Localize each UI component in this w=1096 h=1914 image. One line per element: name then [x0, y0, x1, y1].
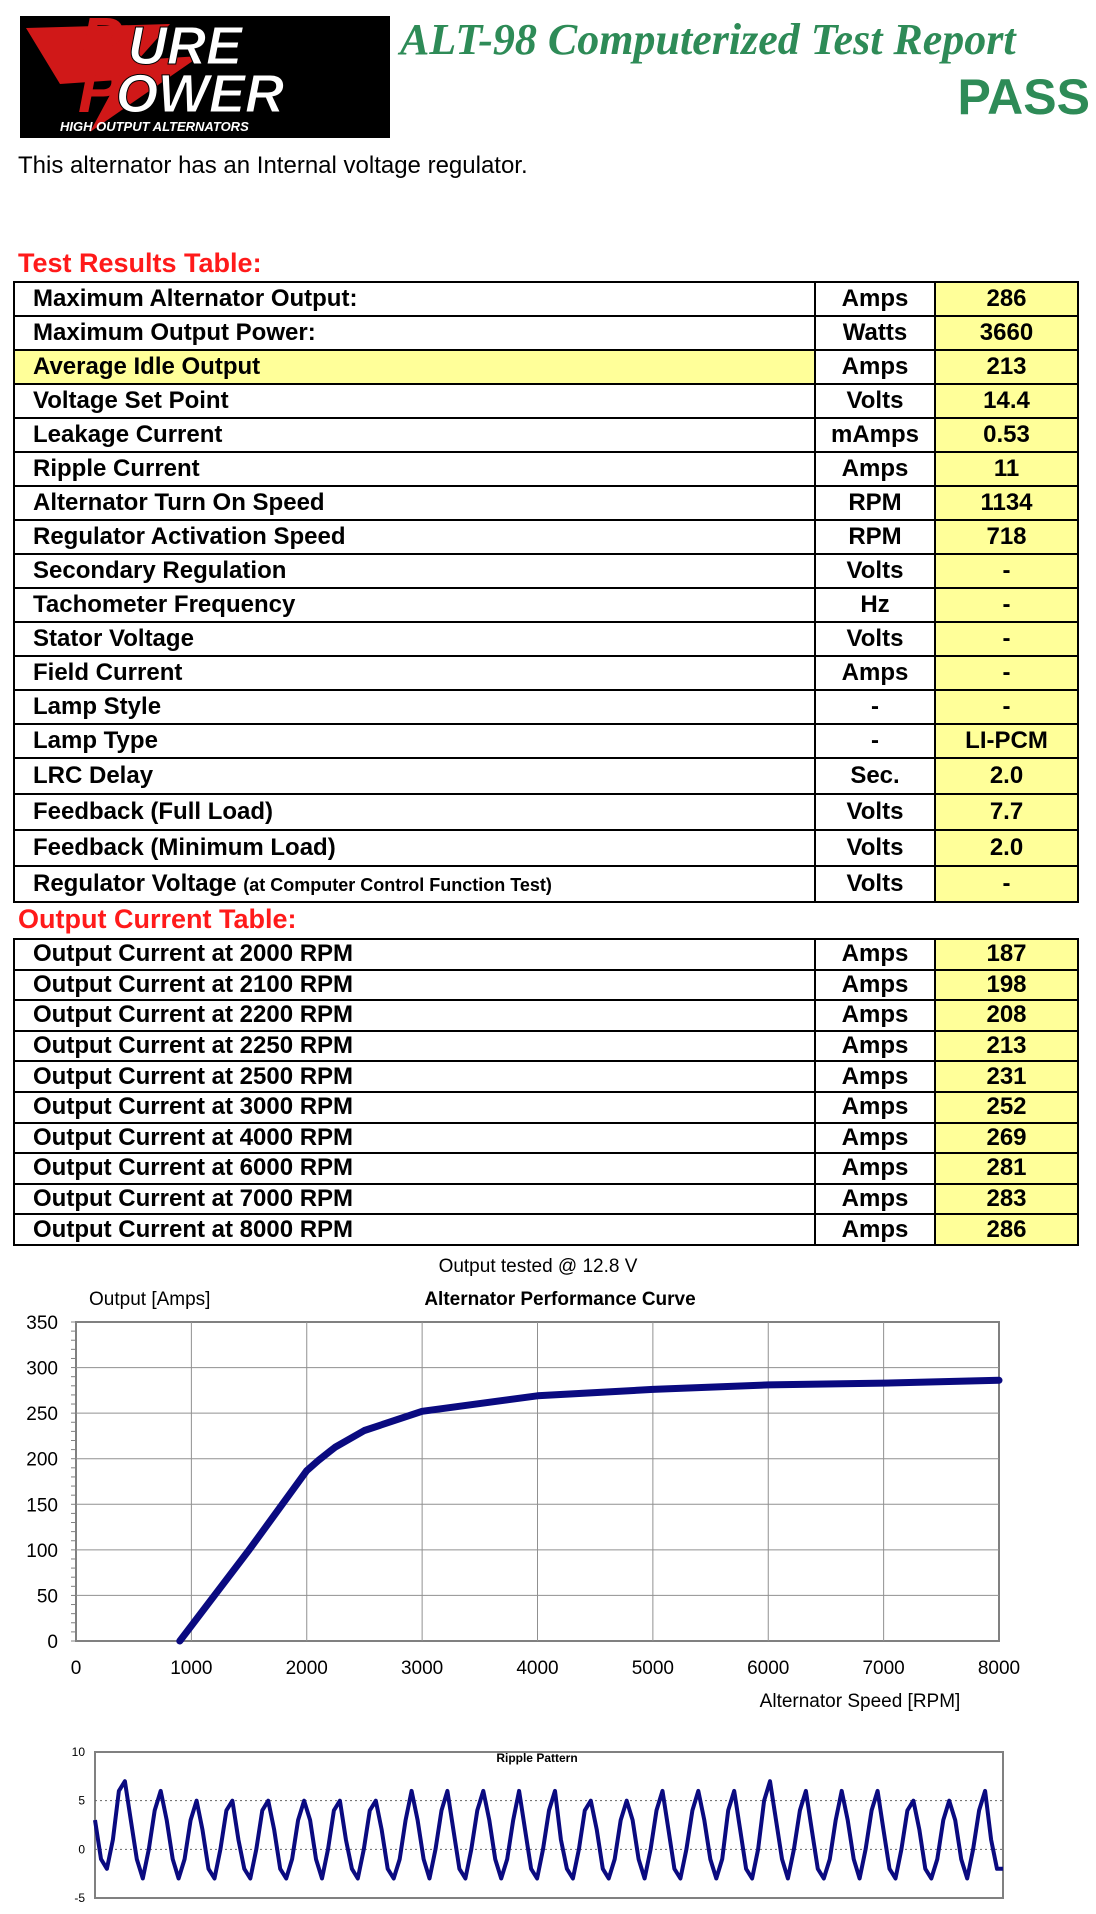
- row-unit: mAmps: [815, 418, 935, 452]
- row-value: 7.7: [935, 794, 1078, 830]
- row-label-text: Alternator Turn On Speed: [33, 489, 325, 516]
- row-value: 213: [935, 350, 1078, 384]
- row-label-text: Feedback (Minimum Load): [33, 834, 336, 861]
- x-tick-label: 1000: [170, 1658, 213, 1679]
- row-label-text: Voltage Set Point: [33, 387, 229, 414]
- row-unit: Amps: [815, 939, 935, 970]
- logo-line2: OWER: [116, 64, 284, 124]
- row-value: 286: [935, 1214, 1078, 1245]
- x-tick-label: 5000: [631, 1658, 675, 1679]
- row-label-text: Field Current: [33, 659, 183, 686]
- row-unit: -: [815, 724, 935, 758]
- row-unit: Watts: [815, 316, 935, 350]
- row-label-text: Output Current at 6000 RPM: [33, 1154, 354, 1182]
- row-label-text: Output Current at 2100 RPM: [33, 970, 354, 998]
- row-value: 198: [935, 970, 1078, 1001]
- row-value: -: [935, 554, 1078, 588]
- y-tick-label: 200: [26, 1449, 58, 1471]
- test-voltage-note: Output tested @ 12.8 V: [438, 1256, 638, 1277]
- row-value: 213: [935, 1031, 1078, 1062]
- row-label-text: Stator Voltage: [33, 625, 194, 652]
- x-tick-label: 6000: [747, 1658, 790, 1679]
- report-title: ALT-98 Computerized Test Report: [400, 15, 1016, 64]
- row-label-text: Regulator Voltage: [33, 870, 237, 897]
- row-value: 1134: [935, 486, 1078, 520]
- row-value: -: [935, 656, 1078, 690]
- row-label-text: Lamp Type: [33, 727, 158, 754]
- y-tick-label: 250: [26, 1404, 58, 1426]
- row-label-text: Tachometer Frequency: [33, 591, 296, 618]
- row-unit: Amps: [815, 282, 935, 316]
- row-unit: -: [815, 690, 935, 724]
- row-value: 269: [935, 1123, 1078, 1154]
- row-label-text: Output Current at 2500 RPM: [33, 1062, 354, 1090]
- row-unit: Volts: [815, 622, 935, 656]
- row-label-text: Maximum Alternator Output:: [33, 285, 358, 312]
- row-unit: Volts: [815, 866, 935, 902]
- row-value: 286: [935, 282, 1078, 316]
- y-tick-label: 0: [47, 1632, 58, 1653]
- regulator-note: This alternator has an Internal voltage regulator.: [18, 152, 528, 179]
- row-label-text: Output Current at 2250 RPM: [33, 1032, 354, 1060]
- output-current-title: Output Current Table:: [18, 904, 297, 934]
- y-tick-label: 50: [36, 1586, 58, 1608]
- row-value: 2.0: [935, 758, 1078, 794]
- y-tick-label: 100: [26, 1540, 58, 1562]
- row-value: 231: [935, 1061, 1078, 1092]
- logo-line1: URE: [128, 16, 243, 76]
- y-tick-label: 300: [26, 1358, 58, 1380]
- row-label-text: Average Idle Output: [33, 353, 261, 380]
- x-tick-label: 0: [70, 1658, 82, 1679]
- row-label-text: Output Current at 2000 RPM: [33, 940, 354, 968]
- ripple-y-tick-label: 5: [78, 1793, 85, 1808]
- row-label-text: Maximum Output Power:: [33, 319, 316, 346]
- row-unit: Amps: [815, 1000, 935, 1031]
- row-unit: Volts: [815, 794, 935, 830]
- row-value: -: [935, 622, 1078, 656]
- logo-p2-letter: P: [78, 54, 121, 126]
- row-unit: Amps: [815, 1092, 935, 1123]
- row-unit: Volts: [815, 384, 935, 418]
- row-unit: Amps: [815, 1153, 935, 1184]
- x-tick-label: 8000: [977, 1658, 1021, 1679]
- y-tick-label: 350: [26, 1313, 58, 1334]
- row-unit: Amps: [815, 970, 935, 1001]
- ripple-y-tick-label: 0: [78, 1842, 85, 1857]
- row-label-text: Output Current at 3000 RPM: [33, 1093, 354, 1121]
- row-label-text: Ripple Current: [33, 455, 200, 482]
- row-label-text: Output Current at 8000 RPM: [33, 1215, 354, 1243]
- row-label-text: Regulator Activation Speed: [33, 523, 346, 550]
- row-label-text: Feedback (Full Load): [33, 798, 274, 825]
- row-label-text: Leakage Current: [33, 421, 223, 448]
- row-unit: Amps: [815, 1031, 935, 1062]
- row-label-text: Output Current at 7000 RPM: [33, 1185, 354, 1213]
- x-tick-label: 4000: [516, 1658, 559, 1679]
- row-unit: RPM: [815, 520, 935, 554]
- logo-p-letter: P: [80, 16, 123, 76]
- row-value: 3660: [935, 316, 1078, 350]
- row-unit: RPM: [815, 486, 935, 520]
- row-label-note: (at Computer Control Function Test): [243, 875, 552, 895]
- row-value: 252: [935, 1092, 1078, 1123]
- row-label-text: LRC Delay: [33, 762, 154, 789]
- row-label-text: Output Current at 2200 RPM: [33, 1001, 354, 1029]
- row-value: 283: [935, 1184, 1078, 1215]
- row-unit: Amps: [815, 656, 935, 690]
- row-value: 11: [935, 452, 1078, 486]
- row-label-text: Secondary Regulation: [33, 557, 287, 584]
- row-unit: Amps: [815, 1123, 935, 1154]
- row-value: 0.53: [935, 418, 1078, 452]
- ripple-title: Ripple Pattern: [496, 1751, 578, 1765]
- row-unit: Amps: [815, 350, 935, 384]
- ripple-y-tick-label: -5: [74, 1891, 85, 1905]
- row-label-text: Lamp Style: [33, 693, 162, 720]
- x-tick-label: 7000: [862, 1658, 905, 1679]
- row-unit: Amps: [815, 1184, 935, 1215]
- row-value: 208: [935, 1000, 1078, 1031]
- row-value: -: [935, 690, 1078, 724]
- status-badge: PASS: [957, 69, 1090, 125]
- row-value: 187: [935, 939, 1078, 970]
- row-unit: Hz: [815, 588, 935, 622]
- row-unit: Volts: [815, 830, 935, 866]
- x-tick-label: 3000: [400, 1658, 444, 1679]
- row-value: 14.4: [935, 384, 1078, 418]
- row-value: -: [935, 866, 1078, 902]
- row-value: -: [935, 588, 1078, 622]
- logo-tagline: HIGH OUTPUT ALTERNATORS: [60, 119, 249, 134]
- ripple-plot-area: [95, 1752, 1003, 1898]
- chart-title: Alternator Performance Curve: [424, 1289, 696, 1310]
- x-axis-label: Alternator Speed [RPM]: [759, 1691, 961, 1712]
- row-unit: Amps: [815, 452, 935, 486]
- row-value: LI-PCM: [935, 724, 1078, 758]
- row-label-text: Output Current at 4000 RPM: [33, 1123, 354, 1151]
- row-value: 718: [935, 520, 1078, 554]
- ripple-y-tick-label: 10: [71, 1745, 85, 1759]
- row-unit: Volts: [815, 554, 935, 588]
- row-value: 2.0: [935, 830, 1078, 866]
- y-axis-label: Output [Amps]: [89, 1289, 211, 1310]
- x-tick-label: 2000: [285, 1658, 328, 1679]
- row-unit: Amps: [815, 1061, 935, 1092]
- y-tick-label: 150: [26, 1495, 58, 1517]
- row-value: 281: [935, 1153, 1078, 1184]
- test-results-title: Test Results Table:: [18, 248, 262, 278]
- row-unit: Amps: [815, 1214, 935, 1245]
- row-unit: Sec.: [815, 758, 935, 794]
